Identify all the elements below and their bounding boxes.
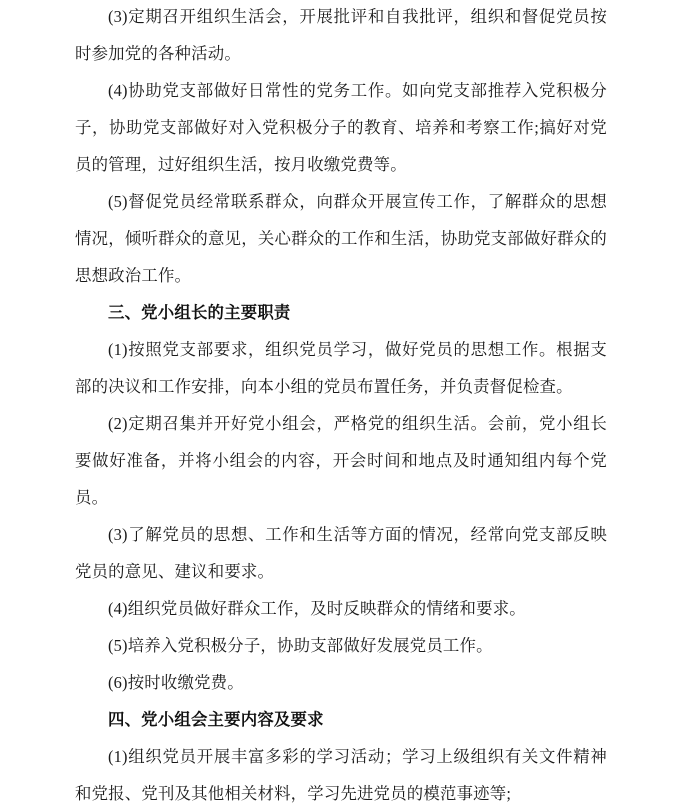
paragraph-line: (3)定期召开组织生活会，开展批评和自我批评，组织和督促党员按 <box>108 7 607 26</box>
section-heading-4: 四、党小组会主要内容及要求 <box>108 710 324 729</box>
paragraph-line: (5)督促党员经常联系群众，向群众开展宣传工作，了解群众的思想 <box>108 192 607 211</box>
paragraph-line: 部的决议和工作安排，向本小组的党员布置任务，并负责督促检查。 <box>75 377 573 396</box>
paragraph-line: (4)组织党员做好群众工作，及时反映群众的情绪和要求。 <box>108 599 526 618</box>
paragraph-line: (3)了解党员的思想、工作和生活等方面的情况，经常向党支部反映 <box>108 525 607 544</box>
paragraph-line: (1)按照党支部要求，组织党员学习，做好党员的思想工作。根据支 <box>108 340 607 359</box>
paragraph-line: 员。 <box>75 488 109 507</box>
paragraph-line: (6)按时收缴党费。 <box>108 673 244 692</box>
paragraph-line: 思想政治工作。 <box>75 266 192 285</box>
paragraph-line: 时参加党的各种活动。 <box>75 44 241 63</box>
paragraph-line: 情况，倾听群众的意见，关心群众的工作和生活，协助党支部做好群众的 <box>75 229 607 248</box>
paragraph-line: (1)组织党员开展丰富多彩的学习活动；学习上级组织有关文件精神 <box>108 747 607 766</box>
paragraph-line: 党员的意见、建议和要求。 <box>75 562 275 581</box>
section-heading-3: 三、党小组长的主要职责 <box>108 303 291 322</box>
paragraph-line: 要做好准备，并将小组会的内容，开会时间和地点及时通知组内每个党 <box>75 451 607 470</box>
paragraph-line: (4)协助党支部做好日常性的党务工作。如向党支部推荐入党积极分 <box>108 81 607 100</box>
paragraph-line: (5)培养入党积极分子，协助支部做好发展党员工作。 <box>108 636 493 655</box>
paragraph-line: 子，协助党支部做好对入党积极分子的教育、培养和考察工作;搞好对党 <box>75 118 607 137</box>
paragraph-line: (2)定期召集并开好党小组会，严格党的组织生活。会前，党小组长 <box>108 414 607 433</box>
paragraph-line: 和党报、党刊及其他相关材料，学习先进党员的模范事迹等; <box>75 784 512 803</box>
document-page <box>75 0 607 812</box>
paragraph-line: 员的管理，过好组织生活，按月收缴党费等。 <box>75 155 407 174</box>
